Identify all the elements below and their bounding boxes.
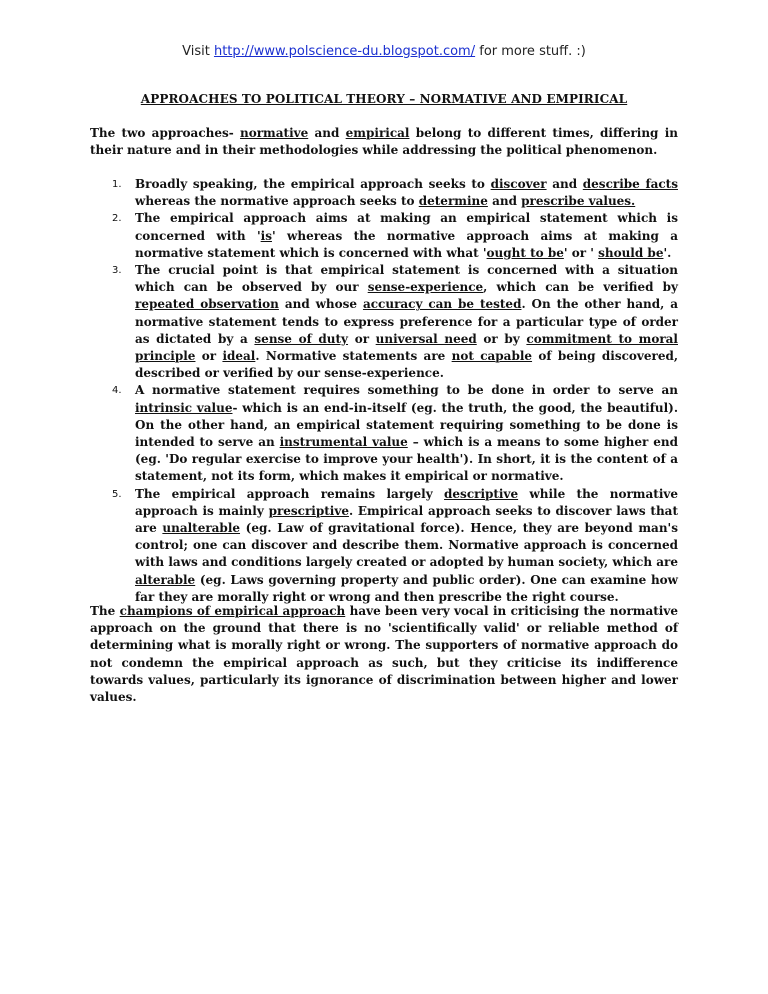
list-item bbox=[90, 176, 678, 210]
list-number: 4. bbox=[112, 385, 122, 397]
header-suffix: for more stuff. :) bbox=[479, 44, 586, 59]
list-item-text: The empirical approach aims at making an empirical statement which is concerned with 'is' whereas the normative approach aims at making a normative statement which is concerned with what 'ought to be' or ' should be'. bbox=[135, 211, 678, 260]
list-item bbox=[90, 210, 678, 262]
list-item-text: The empirical approach remains largely descriptive while the normative approach is mainly prescriptive. Empirical approach seeks to discover laws that are unalterable (eg. Law of gravitational force). Hence, they are beyond man's control; one can discover and describe them. Normative approach is concerned with laws and conditions largely created or adopted by human society, which are alterable (eg. Laws governing property and public order). One can examine how far they are morally right or wrong and then prescribe the right course. bbox=[135, 486, 678, 604]
list-item-text: The crucial point is that empirical statement is concerned with a situation which can be observed by our sense-experience, which can be verified by repeated observation and whose accuracy can be tested. On the other hand, a normative statement tends to express preference for a particular type of order as dictated by a sense of duty or universal need or by commitment to moral principle or ideal. Normative statements are not capable of being discovered, described or verified by our sense-experience. bbox=[135, 263, 679, 381]
list-item-text: Broadly speaking, the empirical approach seeks to discover and describe facts whereas the normative approach seeks to determine and prescribe values. bbox=[135, 177, 678, 209]
list-number: 1. bbox=[112, 179, 122, 190]
blog-link[interactable]: http://www.polscience-du.blogspot.com/ bbox=[213, 44, 476, 59]
header-prefix: Visit bbox=[182, 44, 210, 59]
list-number: 3. bbox=[112, 265, 122, 277]
list-item bbox=[90, 262, 678, 382]
document-title: APPROACHES TO POLITICAL THEORY – NORMATIVE AND EMPIRICAL bbox=[140, 92, 628, 106]
list-item bbox=[90, 382, 678, 485]
closing-paragraph: The champions of empirical approach have been very vocal in criticising the normative approach on the ground that there is no 'scientifically valid' or reliable method of determining what is morally right or wrong. The supporters of normative approach do not condemn the empirical approach as such, but they criticise its indifference towards values, particularly its ignorance of discrimination between higher and lower values. bbox=[90, 604, 678, 705]
list-item bbox=[90, 486, 678, 606]
intro-paragraph: The two approaches- normative and empirical belong to different times, differing in their nature and in their methodologies while addressing the political phenomenon. bbox=[90, 126, 678, 158]
header-note bbox=[0, 44, 768, 59]
list-item-text: A normative statement requires something to be done in order to serve an intrinsic value- which is an end-in-itself (eg. the truth, the good, the beautiful). On the other hand, an empirical statement requiring something to be done is intended to serve an instrumental value – which is a means to some higher end (eg. 'Do regular exercise to improve your health'). In short, it is the content of a statement, not its form, which makes it empirical or normative. bbox=[135, 383, 679, 484]
list-number: 2. bbox=[112, 213, 122, 225]
points-list bbox=[90, 176, 678, 606]
list-number: 5. bbox=[112, 488, 122, 500]
